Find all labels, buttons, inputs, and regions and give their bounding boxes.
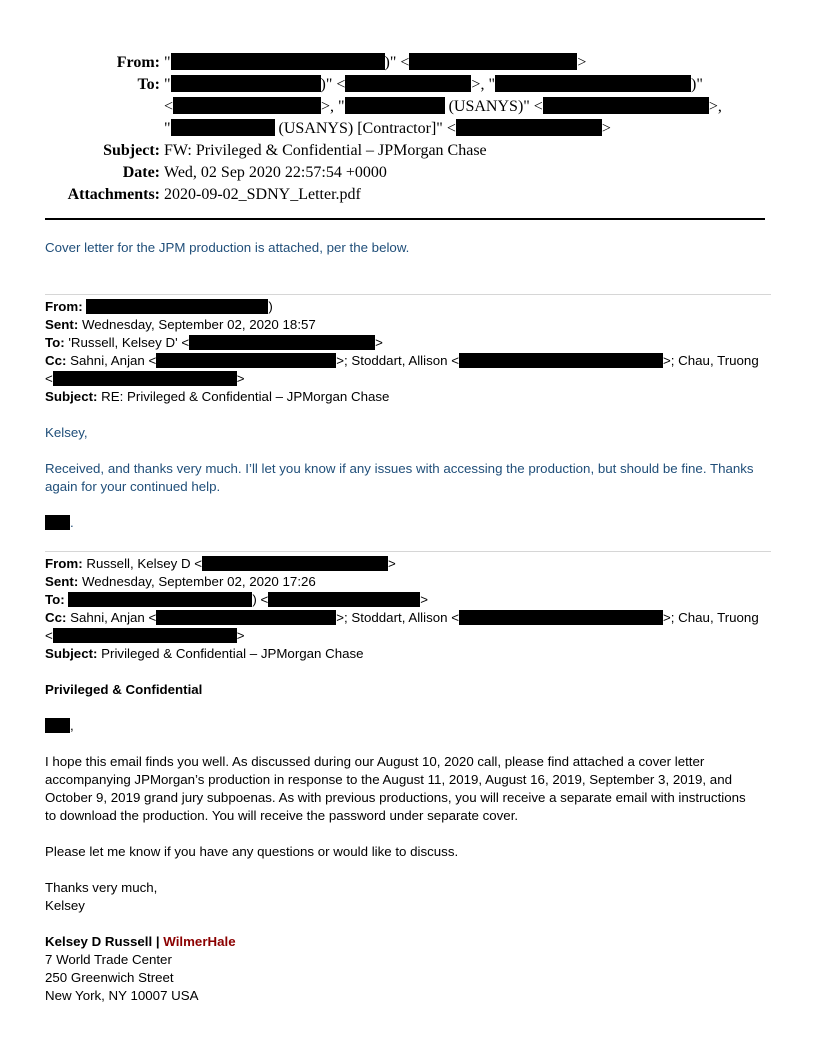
orig-body-line: October 9, 2019 grand jury subpoenas. As with previous productions, you will receive a separate email with instructions <box>45 790 746 805</box>
redaction <box>156 610 336 625</box>
redaction <box>53 628 237 643</box>
firm-name: WilmerHale <box>163 934 236 949</box>
header-subject-label: Subject: <box>103 142 160 159</box>
redaction <box>459 610 663 625</box>
redaction <box>86 299 268 314</box>
redaction <box>202 556 388 571</box>
header-date-row <box>0 162 816 184</box>
header-to-value: " )" < >, " )" <box>164 76 703 93</box>
orig-greeting: , <box>45 717 74 735</box>
redaction <box>456 119 602 136</box>
redaction <box>409 53 577 70</box>
redaction <box>171 119 275 136</box>
privileged-heading: Privileged & Confidential <box>45 682 203 697</box>
orig-sent-line: Sent: Wednesday, September 02, 2020 17:26 <box>45 574 316 589</box>
redaction <box>173 97 321 114</box>
redaction <box>53 371 237 386</box>
orig-body-line: accompanying JPMorgan’s production in response to the August 11, 2019, August 16, 2019, September 3, 2019, and <box>45 772 732 787</box>
header-divider <box>45 218 765 220</box>
header-to-row-3: " (USANYS) [Contractor]" < > <box>164 120 611 137</box>
header-to-row-2: < >, " (USANYS)" < >, <box>164 98 722 115</box>
reply-greeting: Kelsey, <box>45 425 88 440</box>
redaction <box>45 515 70 530</box>
separator <box>45 294 771 295</box>
header-subject-row <box>0 140 816 162</box>
header-from-row <box>0 52 816 74</box>
header-to-label: To: <box>137 76 160 93</box>
reply-body-line: again for your continued help. <box>45 479 221 494</box>
header-to-row <box>0 74 816 96</box>
email-header <box>0 52 816 206</box>
orig-body-line: Please let me know if you have any questions or would like to discuss. <box>45 844 459 859</box>
orig-from-line: From: Russell, Kelsey D < > <box>45 556 396 571</box>
redaction <box>345 75 471 92</box>
orig-body-line: to download the production. You will receive the password under separate cover. <box>45 808 519 823</box>
header-date-label: Date: <box>122 164 160 181</box>
redaction <box>68 592 252 607</box>
header-attachments-row <box>0 184 816 206</box>
orig-closing: Thanks very much, <box>45 880 158 895</box>
intro-text: Cover letter for the JPM production is attached, per the below. <box>45 240 410 255</box>
header-from-value: " )" < > <box>164 54 587 71</box>
redaction <box>345 97 445 114</box>
signature-address: 250 Greenwich Street <box>45 970 174 985</box>
reply-cc-line-2: < > <box>45 371 245 386</box>
redaction <box>171 53 385 70</box>
header-date-value: Wed, 02 Sep 2020 22:57:54 +0000 <box>164 164 387 181</box>
header-from-label: From: <box>116 54 160 71</box>
redaction <box>45 718 70 733</box>
redaction <box>495 75 691 92</box>
orig-subject-line: Subject: Privileged & Confidential – JPMorgan Chase <box>45 646 364 661</box>
reply-signature: . <box>45 514 74 532</box>
signature-line: Kelsey D Russell | WilmerHale <box>45 934 236 949</box>
reply-body-line: Received, and thanks very much. I’ll let you know if any issues with accessing the production, but should be fine. Thanks <box>45 461 754 476</box>
reply-to-line: To: 'Russell, Kelsey D' < > <box>45 335 383 350</box>
reply-subject-line: Subject: RE: Privileged & Confidential – JPMorgan Chase <box>45 389 390 404</box>
reply-cc-line: Cc: Sahni, Anjan < >; Stoddart, Allison < >; Chau, Truong <box>45 353 759 368</box>
orig-cc-line-2: < > <box>45 628 245 643</box>
signature-address: 7 World Trade Center <box>45 952 172 967</box>
attachment-link[interactable]: 2020-09-02_SDNY_Letter.pdf <box>164 186 361 203</box>
reply-from-line: From: ) <box>45 299 273 314</box>
orig-sender-name: Kelsey <box>45 898 85 913</box>
orig-to-line: To: ) < > <box>45 592 429 607</box>
header-subject-value: FW: Privileged & Confidential – JPMorgan Chase <box>164 142 487 159</box>
orig-body-line: I hope this email finds you well. As discussed during our August 10, 2020 call, please find attached a cover letter <box>45 754 705 769</box>
redaction <box>171 75 321 92</box>
orig-cc-line: Cc: Sahni, Anjan < >; Stoddart, Allison < >; Chau, Truong <box>45 610 759 625</box>
redaction <box>189 335 375 350</box>
redaction <box>156 353 336 368</box>
reply-sent-line: Sent: Wednesday, September 02, 2020 18:57 <box>45 317 316 332</box>
redaction <box>268 592 420 607</box>
redaction <box>459 353 663 368</box>
signature-address: New York, NY 10007 USA <box>45 988 199 1003</box>
header-attachments-label: Attachments: <box>67 186 160 203</box>
redaction <box>543 97 709 114</box>
separator <box>45 551 771 552</box>
